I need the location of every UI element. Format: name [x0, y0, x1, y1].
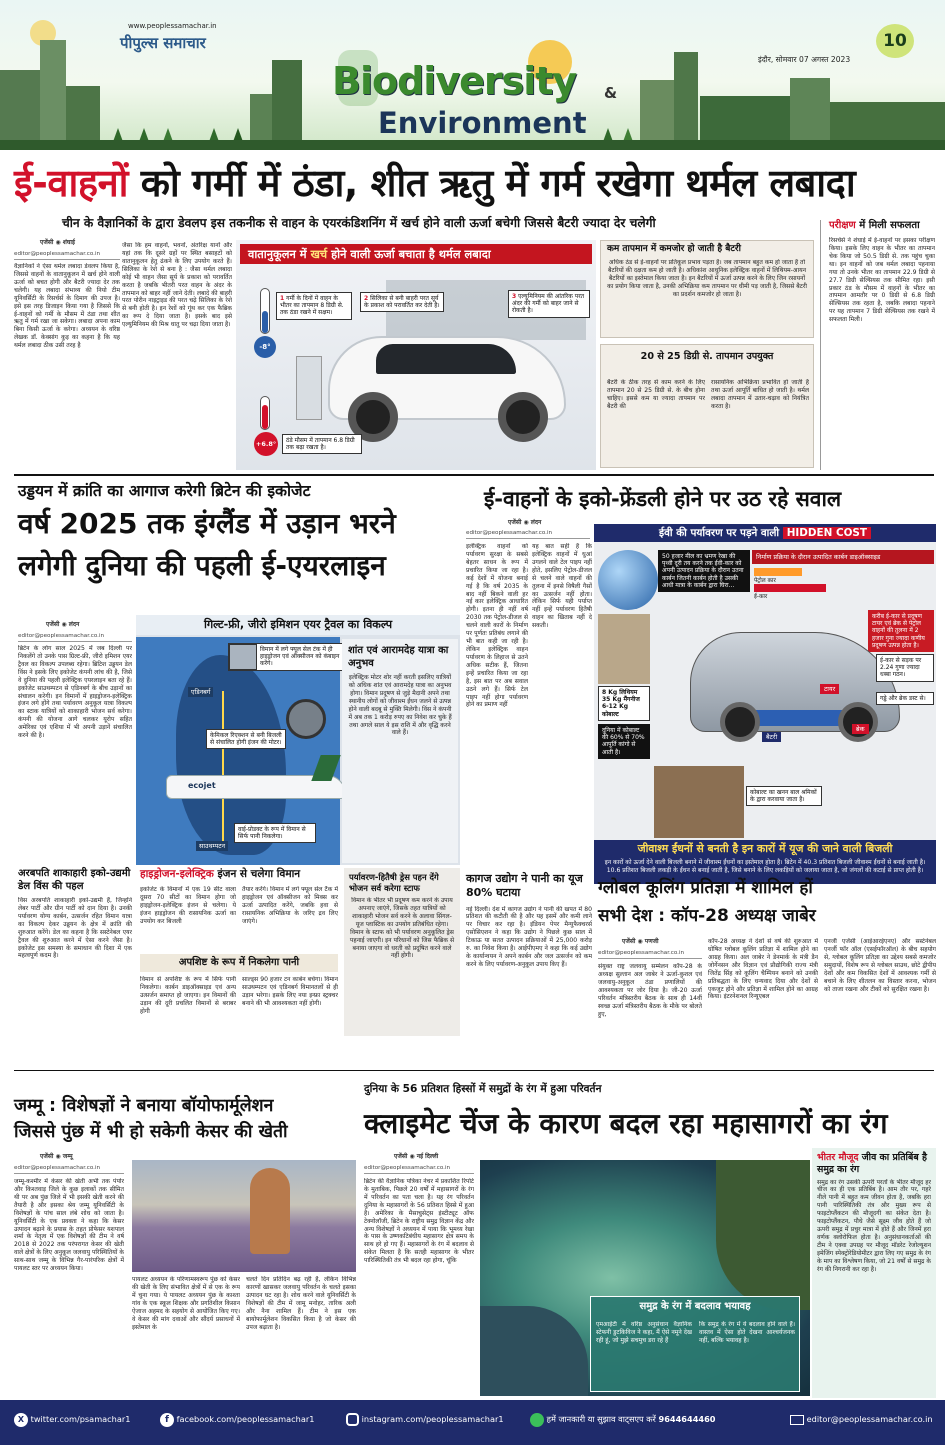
- hidden-cost-title-bar: ईवी की पर्यावरण पर पड़ने वाली HIDDEN COST: [594, 524, 936, 542]
- battery-temp-col-1: बैटरी के ठीक तरह से काम करने के लिए तापमान 20 से 25 डिग्री से. के बीच होना चाहिए। इससे कम या ज्यादा तापमान पर बैटरी की: [607, 379, 705, 410]
- waste-water-col-1: विमान से अपशिष्ट के रूप में सिर्फ पानी निकलेगा। कार्बन डाइऑक्साइड एवं अन्य उत्सर्जन समाप्त हो जाएगा। इन विमानों की उड़ान की दूरी प्रचलित विमानों से बराबर होगी: [140, 976, 236, 1015]
- battery-temp-title: 20 से 25 डिग्री से. तापमान उपयुक्त: [640, 351, 774, 362]
- ev-email[interactable]: editor@peoplessamachar.co.in: [466, 530, 590, 539]
- callout-water-byproduct: वाई-प्रोडक्ट के रूप में विमान से सिर्फ पानी निकलेगा।: [234, 823, 316, 843]
- flight-route-line: [222, 691, 224, 841]
- ocean-byline: एजेंसी ◉ नई दिल्ली: [394, 1153, 439, 1160]
- thermometer-hot: [260, 396, 270, 430]
- section-title-biodiversity: Biodiversity: [332, 59, 577, 103]
- airline-story-2: [18, 868, 132, 1053]
- callout-ecar-road: ई-कार से सड़क पर 2.24 गुणा ज्यादा धब्बा गठन।: [876, 654, 934, 682]
- car-windows: [376, 344, 516, 374]
- cold-temp-bulb: -8°: [254, 336, 276, 358]
- coast-landmass: [480, 1306, 588, 1396]
- label-ecar: ई-कार: [754, 594, 768, 600]
- airline-story-2-title: अरबपति शाकाहारी इको-उद्यमी डेल विंस की पहल: [18, 868, 131, 892]
- lead-column-2: जैसा कि हम वाहनों, भवनों, अंतरिक्ष यानों और यहां तक कि दूसरे ग्रहों पर स्थित बसाहटों को वातानुकूलन हेतु ढंकने के लिए उपयोग करते हैं। सिलिका के रेशे से बना है : जैसा थर्मल लबादा कोई भी वाहन जैसा सूर्य के प्रकाश को परावर्तित करता है जबकि भीतरी परत वाहन के अंदर के तापमान को बाहर नहीं जाने देती। लबादे की बाहरी परत पोरीन नाइट्राइड की परत चढ़े सिलिका के रेशे से बनी होती है। इन रेशों को गूंथ कर एक फैब्रिक का रूप दे दिया जाता है। इसके बाद इसे एल्युमिनियम की मिश्र धातु पर चढ़ा दिया जाता है।: [122, 242, 232, 329]
- divider: [14, 474, 934, 476]
- manufacturing-co2-title: निर्माण प्रक्रिया के दौरान उत्पादित कार्बन डाइऑक्साइड: [752, 550, 934, 564]
- hydrogen-engine-title: हाइड्रोजन-इलेक्ट्रिक इंजन से चलेगा विमान: [140, 868, 301, 880]
- charger-station: [296, 356, 322, 420]
- callout-brake-dust: गड्ढे और ब्रेक डस्ट से।: [876, 692, 934, 705]
- lead-sidebar: [820, 220, 935, 470]
- masthead-banner: [0, 0, 945, 150]
- child-labour-photo: [654, 766, 744, 838]
- mail-icon: [790, 1415, 804, 1425]
- lead-headline-rest: को गर्मी में ठंडा, शीत ऋतु में गर्म रखेगा थर्मल लबादा: [140, 161, 856, 205]
- footer-twitter[interactable]: X twitter.com/psamachar1: [14, 1403, 130, 1435]
- green-dress-title: पर्यावरण-हितैषी ड्रेस पहन देंगे भोजन सर्व करेगा स्टाफ: [349, 872, 439, 893]
- hydrogen-engine-box: [140, 868, 338, 925]
- section-title-amp: &: [604, 84, 618, 102]
- twitter-x-icon: X: [14, 1413, 28, 1427]
- label-tyre: टायर: [820, 684, 839, 694]
- paper-water-story: [466, 872, 592, 1046]
- paper-water-headline: कागज उद्योग ने पानी का यूज 80% घटाया: [466, 872, 583, 899]
- ecojet-plane-brand: ecojet: [188, 781, 216, 790]
- cop-column-1: संयुक्त राष्ट्र जलवायु सम्मेलन कॉप-28 के अध्यक्ष सुल्तान अल जाबेर ने ऊर्जा-कुशल एवं जलवायु-अनुकूल ठंडा प्रणालियों की आवश्यकता पर जोर दिया है। जी-20 ऊर्जा परिवर्तन मंत्रिस्तरीय बैठक के साथ ही 14वीं स्वच्छ ऊर्जा मंत्रिस्तरीय बैठक के मौके पर बोलते हुए,: [598, 963, 702, 1018]
- saffron-headline-1: जम्मू : विशेषज्ञों ने बनाया बॉयोफार्मूलेशन: [14, 1096, 274, 1116]
- cop-column-3: एनर्जी एजेंसी (आईआरईएनए) और सस्टेनेबल एनर्जी फॉर ऑल (एसईफॉरऑल) के बीच सहयोग से, ग्लोबल कूलिंग प्रतिज्ञा का उद्देश्य सबसे कमजोर समुदायों, विशेष रूप से ग्लोबल साउथ, छोटे द्वीपीय देशों और कम विकसित देशों में आवश्यक गर्मी से बचाने के लिए शीतलन का विस्तार करना, भोजन को ताजा रखना और टीकों को सुरक्षित रखना है।: [824, 938, 936, 993]
- callout-cobalt-carbon: 50 हजार मील का भ्रमण रेखा की पृथ्वी दूरी तय करने तक ईवी-कार को अपनी उत्पादन प्रक्रिया के दौरान उतना कार्बन जितनी कार्बन होती है उसकी आधी मात्रा के कार्बन द्वारा घिरा...: [658, 550, 750, 592]
- ocean-satellite-photo: [480, 1160, 810, 1396]
- saffron-column-3: चलते दिन प्रतिदिन बढ़ रही है, लेकिन विभिन्न कारणों खासकर जलवायु परिवर्तन के चलते इसका उत्पादन घट रहा है। शोध करने वाले यूनिवर्सिटी के विशेषज्ञों की टीम में जामू मनोहर, तारिक अली और नैना शामिल हैं। टीम ने इस एक बायोफार्मूलेशन विकसित किया है जो केसर की उपज बढ़ाता है।: [246, 1276, 356, 1331]
- sidebar-title: परीक्षण में मिली सफलता: [829, 220, 920, 231]
- battery-temp-box: [600, 344, 814, 468]
- label-brakes: ब्रेक: [852, 724, 869, 734]
- fossil-electricity-title: जीवाश्म ईंधनों से बनती है इन कारों में यूज की जाने वाली बिजली: [637, 842, 893, 855]
- ocean-sidebar-title: भीतर मौजूद जीव का प्रतिबिंब है समुद्र का रंग: [817, 1152, 927, 1175]
- cop-headline-2: सभी देश : कॉप-28 अध्यक्ष जाबेर: [598, 906, 816, 926]
- bar-petrol: [754, 568, 802, 576]
- fossil-electricity-text: इन कारों को ऊर्जा देने वाली बिजली बनाने में जीवाश्म ईंधनों का इस्तेमाल होता है। ब्रिटेन में 40.3 प्रतिशत बिजली जीवाश्म ईंधनों से बनाई जाती है। 10.6 प्रतिशत बिजली लकड़ी के ईंधन से बनाई जाती है, जिसे बनाने के लिए लकड़ियों को जलाया जाता है, जो जंगलों की कटाई से प्राप्त होती है।: [594, 858, 936, 884]
- ocean-kicker: दुनिया के 56 प्रतिशत हिस्सों में समुद्रों के रंग में हुआ परिवर्तन: [364, 1083, 602, 1095]
- ocean-sidebar-text: समुद्र का रंग उसकी ऊपरी परतों के भीतर मौजूद हर चीज का ही एक प्रतिबिंब है। आम तौर पर, गहरे नीले पानी में बहुत कम जीवन होता है, जबकि हरा पानी पारिस्थितिकी तंत्र और मुख्य रूप से फाइटोप्लैंकटन की मौजूदगी का संकेत देता है। फाइटोप्लैंकटन, पौधे जैसे सूक्ष्म जीव होते हैं जो ऊपरी समुद्र में प्रचुर मात्रा में होते हैं और जिनमें हरा वर्णक क्लोरोफिल होता है। अनुसंधानकर्ताओं की टीम ने एक्वा उपग्रह पर मौजूद मॉडरेट रेजोल्यूशन इमेजिंग स्पेक्ट्रोरेडियोमीटर द्वारा लिए गए समुद्र के रंग के माप का विश्लेषण किया, जो 21 वर्षों से समुद्र के रंग की निगरानी कर रहा है।: [817, 1178, 931, 1273]
- color-change-box: [590, 1296, 800, 1392]
- ev-column-2: यह बात सही है कि इलेक्ट्रिक वाहनों में धुआं उगलने वाले टेल पाइप नहीं होते, इसलिए पेट्रोल-डीजल से चलने वाले वाहनों की तुलना में इनसे विषैली गैसों का उत्सर्जन नहीं होता। लेकिन सिर्फ यही पर्याप्त नहीं इन्हें पर्यावरण हितैषी वाहन का खिताब नहीं दे सकती।: [532, 543, 592, 630]
- paper-water-text: नई दिल्ली। देश में कागज उद्योग ने पानी की खपत में 80 प्रतिशत की कटौती की है और यह इसमें और कमी लाने पर विचार कर रहा है। इंडियन पेपर मैन्युफैक्चरर्स एसोसिएशन ने कहा कि उद्योग ने पिछले कुछ साल में टिकाऊ या सतत उत्पादन प्रक्रियाओं में 25,000 करोड़ रु. का निवेश किया है। आईपीएमए ने कहा कि कई उद्योग के कार्यान्वयन ने अपने कार्बन और जल उत्सर्जन को कम करने के लिए पर्यावरण-अनुकूल उपाय किए हैं।: [466, 905, 592, 968]
- ev-byline: एजेंसी ◉ लंदन: [508, 519, 542, 526]
- waste-water-col-2: साल्ड्स 90 हजार टन कार्बन बचेगा। विमान साउथम्पटन एवं एडिनबर्ग विमानतलों से ही उड़ान भरेगा। इसके लिए नया इन्फ्रा स्ट्रक्चर बनाने की भी आवश्यकता नहीं होगी।: [242, 976, 338, 1007]
- callout-child-labour: कोबाल्ट का खनन बाल श्रमिकों के द्वारा करवाया जाता है।: [746, 786, 822, 806]
- page-number-badge: 10: [876, 24, 914, 58]
- section-title-environment: Environment: [378, 106, 587, 140]
- ocean-sidebar: [812, 1148, 936, 1398]
- callout-summer-cooling: 1 गर्मी के दिनों में वाहन के भीतर का तापमान 8 डिग्री से. तक ठंडा रखने में सक्षम।: [276, 292, 352, 320]
- cop-email[interactable]: editor@peoplessamachar.co.in: [598, 950, 702, 959]
- engine-motor-graphic: [286, 699, 326, 739]
- farmer-figure: [250, 1168, 290, 1254]
- hot-temp-bulb: +6.8°: [254, 432, 278, 456]
- callout-winter-warming: ठंडे मौसम में तापमान 6.8 डिग्री तक बढ़ा रखता है।: [282, 434, 362, 454]
- bar-ecar: [754, 584, 826, 592]
- cop-headline-1: ग्लोबल कूलिंग प्रतिज्ञा में शामिल हों: [598, 878, 813, 898]
- dateline: इंदौर, सोमवार 07 अगस्त 2023: [758, 55, 851, 64]
- land-top-right: [716, 1160, 810, 1310]
- divider: [14, 1070, 934, 1071]
- graphic-title-bar: वातानुकूलन में खर्च होने वाली ऊर्जा बचाता है थर्मल लबादा: [240, 244, 592, 264]
- green-dress-box: [344, 868, 460, 1036]
- lead-email[interactable]: editor@peoplessamachar.co.in: [14, 251, 120, 260]
- label-petrol-car: पेट्रोल कार: [754, 578, 776, 584]
- footer-whatsapp[interactable]: हमें जानकारी या सुझाव वाट्सएप करें 9644644460: [530, 1403, 715, 1435]
- battery-cold-text: अधिक ठंड से ई-वाहनों पर प्रतिकूल प्रभाव पड़ता है। जब तापमान बहुत कम हो जाता है तो बैटरियों की दक्षता कम हो जाती है। अधिकांश आधुनिक इलेक्ट्रिक वाहनों में लिथियम-आयन बैटरियों का इस्तेमाल किया जाता है। इन बैटरियों में ऊर्जा उत्पन्न करने के लिए जिन रसायनों का प्रयोग किया जाता है, उनकी अभिक्रिया कम तापमान पर धीमी पड़ जाती है, जिससे बैटरी का प्रदर्शन कमजोर हो जाता है।: [607, 258, 807, 298]
- lead-byline: एजेंसी ◉ शंघाई: [40, 239, 75, 246]
- color-change-title: समुद्र के रंग में बदलाव भयावह: [639, 1301, 751, 1312]
- airline-byline: एजेंसी ◉ लंदन: [46, 621, 80, 628]
- ocean-headline: क्लाइमेट चेंज के कारण बदल रहा महासागरों का रंग: [364, 1107, 888, 1140]
- saffron-email[interactable]: editor@peoplessamachar.co.in: [14, 1165, 124, 1174]
- city-edinburgh: एडिनबर्ग: [188, 687, 213, 697]
- airline-email[interactable]: editor@peoplessamachar.co.in: [18, 633, 132, 642]
- cop-column-2: कॉप-28 अध्यक्ष ने देशों से वर्ष की शुरुआत में घोषित ग्लोबल कूलिंग प्रतिज्ञा में शामिल होने का आग्रह किया। अल जाबेर ने डेनमार्क के मंत्री डैन जोर्गेनसन और विज्ञान एवं प्रौद्योगिकी राज्य मंत्री जितेंद्र सिंह को कूलिंग चैम्पियन बनाने को उनकी प्रतिबद्धता के लिए धन्यवाद दिया और देशों से एकजुट होने और प्रतिज्ञा में शामिल होने का आग्रह किया। इंटरनेशनल रिन्यूएबल: [708, 938, 818, 1001]
- color-change-col-1: एमआईटी में वरिष्ठ अनुसंधान वैज्ञानिक स्टेफनी डुटकिविज ने कहा, मैं ऐसे नमूने देख रही हूं, जो मुझे सचमुच डरा रहे हैं: [596, 1321, 692, 1344]
- footer-email[interactable]: editor@peoplessamachar.co.in: [790, 1403, 933, 1435]
- airline-story-2-text: विंस अरबपति शाकाहारी इको-उद्यमी हैं, जिन्होंने लेबर पार्टी और ग्रीन पार्टी को दान दिया है। उनकी पर्यावरण योग्य कार्बन, उत्सर्जन रहित विमान यात्रा का विकल्प देकर उड्डयन के क्षेत्र में क्रांति की शुरुआत करेंगे। डेल का कहना है कि सस्टेनेबल एयर ट्रैवल की शुरुआत करने में ऐसा करने जैसा है। इकोजेट इस समस्या के समाधान की दिशा में एक महत्वपूर्ण कदम है।: [18, 897, 132, 960]
- airline-column: ब्रिटेन के लोग साल 2025 में जब दिल्ली पर निकलेंगे तो उनके पास ग्रिल्ट-फ्री, जीरो इमिशन एयर ट्रैवल का विकल्प उपलब्ध रहेगा। ब्रिटिश उड्डयन डेल विंस ने इसके लिए इकोजेट कंपनी लांच की है, जिसे वे दुनिया की पहली इलेक्ट्रिक एयरलाइन बता रहे हैं। इकोजेट साउथम्पटन से एडिनबर्ग के बीच उड़ानों का संचालन करेगी। इन विमानों में हाइड्रोजन-इलेक्ट्रिक इंजन लगे होंगे तथा पर्यावरण अनुकूल यात्रा विकल्प का स्टाक यात्रियों को शाकाहारी भोजन सर्व करेगा। कंपनी की योजना आगे चलकर यूरोप सहित अमेरिका एवं एशिया में भी अपनी उड़ानें संचालित करने की है।: [18, 645, 132, 740]
- lead-subhead: चीन के वैज्ञानिकों के द्वारा डेवलप इस तकनीक से वाहन के एयरकंडिशनिंग में खर्च होने वाली ऊर्जा बचेगी जिससे बैटरी ज्यादा देर चलेगी: [62, 216, 656, 230]
- site-url[interactable]: www.peoplessamachar.in: [128, 22, 217, 30]
- calm-travel-box: [342, 639, 458, 863]
- airline-headline-2: लगेगी दुनिया की पहली ई-एयरलाइन: [18, 549, 386, 582]
- calm-travel-text: इलेक्ट्रिक मोटर शोर नहीं करती इसलिए यात्रियों को अधिक शांत एवं आरामदेह यात्रा का अनुभव होगा। विमान प्रदूषण से जुड़े मैदानी अपने तथा स्थानीय लोगों को जीवाश्म ईंधन जलने से उत्पन्न होने वाली बदबू से मुक्ति मिलेगी। विंस ने कंपनी में अब तक 1 करोड़ रुपए का निवेश कर चुके हैं तथा अगले साल ये इस राशि में और वृद्धि करने वाले हैं।: [348, 674, 452, 737]
- callout-congo-cobalt: दुनिया में कोबाल्ट की 60% से 70% आपूर्ति कांगो से आती है।: [598, 724, 650, 759]
- battery-cold-title: कम तापमान में कमजोर हो जाती है बैटरी: [607, 244, 741, 254]
- airline-kicker: उड्डयन में क्रांति का आगाज करेगी ब्रिटेन की इकोजेट: [18, 482, 311, 500]
- ev-front-wheel: [720, 702, 760, 742]
- ev-rear-wheel: [838, 702, 878, 742]
- hydrogen-engine-col-2: तैयार करेंगे। विमान में लगे फ्यूल सेल टैंक में हाइड्रोजन एवं ऑक्सीजन को मिक्स कर ऊर्जा उत्पादित करेंगे, जबकि हवा से रासायनिक अभिक्रिया के जरिए द्रव लिए जाएंगे।: [242, 886, 338, 925]
- hydrogen-engine-col-1: इकोजेट के विमानों में एक 19 सीट वाला दूसरा 70 सीटों का विमान होगा जो हाइड्रोजन-इलेक्ट्रिक इंजन से चलेगा। ये इंजन हाइड्रोजन की रासायनिक ऊर्जा का उपयोग कर बिजली: [140, 886, 236, 925]
- saffron-column-2: पायलट अध्ययन के परिणामस्वरूप पुंछ को केसर की खेती के लिए संभावित क्षेत्रों में से एक के रूप में चुना गया। ये पायलट अध्ययन पुंछ के काश्ता गांव के एक स्कूल शिक्षक और प्रगतिशील किसान ऐजाज अहमद के सहयोग से आयोजित किए गए। वे केसर की मांग दवाओं और सौंदर्य प्रसाधनों में इस्तेमाल के: [132, 1276, 240, 1331]
- saffron-column-1: जम्मू-कश्मीर में केसर की खेती अभी तक पंपोर और किश्तवाड़ जिले के कुछ इलाकों तक सीमित थी पर अब पुंछ जिले में भी इसकी खेती करने की तैयारी है और इसका श्रेय जम्मू यूनिवर्सिटी के विशेषज्ञों के पांच साल लंबे शोध को जाता है। यूनिवर्सिटी के एक प्रवक्ता ने कहा कि केसर उत्पादन बढ़ाने के प्रयास के तहत प्रोफेसर यशपाल शर्मा के नेतृत्व में एक विशेषज्ञों की टीम ने वर्ष 2018 से 2022 तक परंपरागत केसर की खेती वाले क्षेत्रों के लिए अनुकूल जलवायु परिस्थितियों के साथ-साथ जम्मू के विभिन्न गैर-पारंपरिक क्षेत्रों में पायलट स्तर पर अध्ययन किया।: [14, 1178, 124, 1273]
- whatsapp-number: 9644644460: [658, 1414, 716, 1424]
- ev-headline: ई-वाहनों के इको-फ्रेंडली होने पर उठ रहे सवाल: [484, 487, 842, 511]
- calm-travel-title: शांत एवं आरामदेह यात्रा का अनुभव: [348, 645, 449, 669]
- lead-headline: [14, 158, 934, 210]
- callout-fuel-cell: विमान में लगे फ्यूल सेल टंक में ही हाइड्रोजन एवं ऑक्सीजन को कंबाइन करेंगे।: [256, 643, 344, 671]
- airline-headline-1: वर्ष 2025 तक इंग्लैंड में उड़ान भरने: [18, 507, 396, 540]
- thermal-cloak-graphic: [236, 240, 596, 470]
- sidebar-text: रिसर्चर्स ने शंघाई में ई-वाहनों पर इसका परीक्षण किया। इसके लिए वाहन के भीतर का तापमान चेक किया जो 50.5 डिग्री से. तक पहुंच चुका था। इन वाहनों को जब थर्मल लबादा पहनाया गया तो उनके भीतर का तापमान 22.9 डिग्री से 27.7 डिग्री सेल्सियस तक सीमित रहा। इसी प्रकार ठंड के मौसम में वाहनों के भीतर का तापमान आमतौर पर 0 डिग्री से 6.8 डिग्री सेल्सियस तक रहता है, जबकि लबादा पहनाने पर यह तापमान 7 डिग्री सेल्सियस तक रखने में सफलता मिली।: [829, 237, 935, 324]
- callout-tyre-brake-pollution: करीब ई-कार से प्रदूषण टायर एवं ब्रेक से पेट्रोल वाहनों की तुलना में 2 हजार गुना ज्यादा कणीय प्रदूषण उत्पन्न होता है।: [868, 610, 934, 652]
- saffron-byline: एजेंसी ◉ जम्मू: [40, 1153, 73, 1160]
- thermometer-cold: [260, 288, 270, 334]
- car-rear-wheel: [498, 392, 548, 442]
- ocean-column-1: ब्रिटेन की वैज्ञानिक पत्रिका नेचर में प्रकाशित रिपोर्ट के मुताबिक, पिछले 20 वर्षों में महासागरों के रंग में परिवर्तन का पता चला है। यह रंग परिवर्तन दुनिया के महासागरों के 56 प्रतिशत हिस्से में हुआ है। अमेरिका के मैसाचुसेट्स इंस्टीट्यूट ऑफ टेक्नोलॉजी, ब्रिटेन के राष्ट्रीय समुद्र विज्ञान केंद्र और अन्य विशेषज्ञों ने अध्ययन में पाया कि भूमध्य रेखा के पास के उष्णकटिबंधीय महासागर क्षेत्र समय के साथ हरे हो गए हैं। महासागरों के रंग में बदलाव से संकेत मिलता है कि सतही महासागर के भीतर पारिस्थितिकी तंत्र भी बदल रहा होगा, चूंकि: [364, 1178, 474, 1265]
- waste-water-title: अपशिष्ट के रूप में निकलेगा पानी: [140, 954, 338, 972]
- saffron-field-photo: [132, 1160, 356, 1272]
- green-dress-text: विमान के भीतर भी प्रदूषण कम करने के उपाय अपनाए जाएंगे, जिसके तहत यात्रियों को शाकाहारी भोजन सर्व करने के अलावा सिंगल-यूज प्लास्टिक का उपयोग प्रतिबंधित रहेगा। विमान के स्टाफ को भी पर्यावरण अनुकूलित ड्रेस पहनाई जाएगी। इन परिधानों को जिस फैब्रिक से बनाया जाएगा वो धरती को प्रदूषित करने वाले नहीं होगी।: [349, 897, 455, 960]
- ecojet-graphic: [136, 615, 460, 865]
- lead-column-1: वैज्ञानिकों ने ऐसा थर्मल लबादा डेवलप किया है, जिससे वाहनों के वातानुकूलन में खर्च होने वाली ऊर्जा को बचत होगी और बैटरी ज्यादा देर तक चलेगी। यह लबादा संभाव्य की नियो टीम यूनिवर्सिटी के रिसर्चर्स के दिमाग की उपज है। इसे इस तरह डिजाइन किया गया है जिससे कि ई-वाहनों को गर्मी के मौसम में ठंडा तथा शीत ऋतु में गर्म रखा जा सकेगा। लबादा अपना काम बिना किसी ऊर्जा के करेगा। अध्ययन के वरिष्ठ लेखक डॉ. केक्सांग कुइ का कहना है कि यह थर्मल लबादा ठीक उसी तरह है: [14, 263, 120, 350]
- ecojet-graphic-title: गिल्ट-फ्री, जीरो इमिशन एयर ट्रैवल का विकल्प: [136, 615, 460, 635]
- callout-silica-layer: 2 सिलिका से बनी बाहरी परत सूर्य के प्रकाश को परावर्तित कर देती है।: [360, 292, 444, 312]
- city-southampton: साउथम्पटन: [196, 841, 228, 851]
- newspaper-logo: पीपुल्स समाचार: [120, 34, 206, 52]
- label-battery: बैटरी: [762, 732, 781, 742]
- footer-instagram[interactable]: instagram.com/peoplessamachar1: [346, 1403, 504, 1435]
- saffron-headline-2: जिससे पुंछ में भी हो सकेगी केसर की खेती: [14, 1122, 288, 1142]
- callout-aluminium-layer: 3 एल्युमिनियम की आंतरिक परत अंदर की गर्मी को बाहर जाने से रोकती है।: [508, 290, 590, 318]
- color-change-col-2: कि समुद्र के रंग में ये बदलाव होने वाले हैं। वास्तव में ऐसा होते देखना आश्चर्यजनक नहीं, बल्कि भयावह है।: [699, 1321, 795, 1344]
- facebook-icon: f: [160, 1413, 174, 1427]
- ev-column-1: इलेक्ट्रिक वाहनों को पर्यावरण सुरक्षा के सबसे बेहतर साधन के रूप में प्रचारित किया जा रहा है। कई देशों में योजना बनाई गई है कि वर्ष 2035 के बाद नहीं बिकने वाली हर नई कार इलेक्ट्रिक आधारित होगी। इतना ही नहीं वर्ष 2030 तक पेट्रोल-डीजल से चलने वाली कारों के निर्माण पर पूर्णतः प्रतिबंध लगाने की भी बात कही जा रही है। लेकिन इलेक्ट्रिक वाहन पर्यावरण के लिहाज से उतने अधिक सटीक हैं, जितना इन्हें प्रचारित किया जा रहा है, इस बात पर अब सवाल उठने लगे हैं। सिर्फ टेल पाइप नहीं होगा पर्यावरण होने का प्रमाण नहीं: [466, 543, 528, 709]
- callout-chemical-reaction: केमिकल रिएक्शन से बनी बिजली से संचालित होगी इंजन की मोटर।: [206, 729, 286, 749]
- mineral-weights: 8 Kg लिथियम 35 Kg मैंगनीज 6-12 Kg कोबाल्ट: [598, 686, 650, 721]
- ocean-email[interactable]: editor@peoplessamachar.co.in: [364, 1165, 474, 1174]
- instagram-icon: [346, 1413, 359, 1426]
- globe-graphic: [598, 550, 658, 610]
- lead-headline-red: ई-वाहनों: [14, 161, 129, 205]
- footer-facebook[interactable]: f facebook.com/peoplessamachar1: [160, 1403, 314, 1435]
- ev-hidden-cost-graphic: [594, 524, 936, 872]
- cop-byline: एजेंसी ◉ पणजी: [622, 938, 659, 945]
- battery-cold-box: [600, 240, 814, 338]
- battery-temp-col-2: रासायनिक अभिक्रिया प्रभावित हो जाती है तथा ऊर्जा आपूर्ति बाधित हो जाती है। थर्मल लबादा तापमान में उतार-चढ़ाव को नियंत्रित करता है।: [711, 379, 809, 410]
- whatsapp-icon: [530, 1413, 544, 1427]
- mine-photo: [598, 614, 650, 684]
